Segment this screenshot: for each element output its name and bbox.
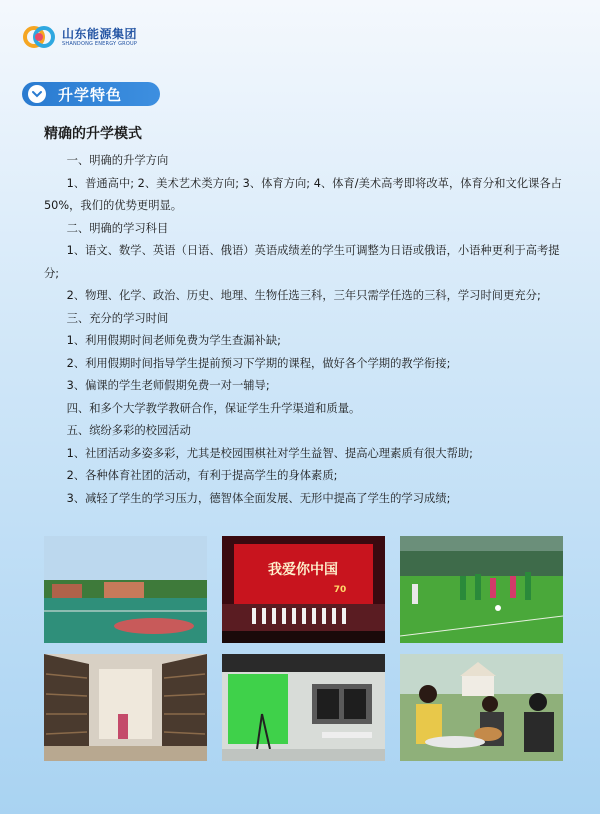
paragraph: 2、物理、化学、政治、历史、地理、生物任选三科，三年只需学任选的三科，学习时间更充分; (66, 289, 541, 302)
paragraph: 1、利用假期时间老师免费为学生查漏补缺; (66, 334, 281, 347)
page-subtitle: 精确的升学模式 (44, 126, 142, 142)
paragraph: 3、偏课的学生老师假期免费一对一辅导; (66, 379, 270, 392)
paragraph: 1、普通高中; 2、美术艺术类方向; 3、体育方向; 4、体育/美术高考即将改革，体育分和文化课各占50%，我们的优势更明显。 (44, 176, 562, 212)
section-heading: 三、充分的学习时间 (66, 311, 169, 325)
section-heading: 二、明确的学习科目 (66, 221, 169, 235)
paragraph: 3、减轻了学生的学习压力，德智体全面发展、无形中提高了学生的学习成绩; (66, 491, 451, 505)
content-body (44, 150, 564, 510)
photo-football-match (400, 536, 563, 643)
logo-name-en: SHANDONG ENERGY GROUP (62, 40, 138, 47)
chevron-down-icon (28, 85, 46, 103)
paragraph: 1、语文、数学、英语（日语、俄语）英语成绩差的学生可调整为日语或俄语，小语种更利于高考提分; (44, 244, 560, 280)
section-heading: 四、和多个大学教学教研合作，保证学生升学渠道和质量。 (66, 401, 361, 415)
photo-stage-performance (222, 536, 385, 643)
stage-banner-number: 70 (333, 585, 347, 595)
section-banner (22, 82, 160, 106)
company-logo (22, 24, 137, 50)
section-title: 升学特色 (58, 86, 123, 104)
stage-banner-text: 我爱你中国 (268, 562, 338, 578)
paragraph: 2、利用假期时间指导学生提前预习下学期的课程，做好各个学期的教学衔接; (66, 356, 451, 370)
photo-grid (44, 536, 563, 780)
logo-name-cn: 山东能源集团 (62, 26, 138, 41)
photo-campus-field (44, 536, 207, 643)
photo-students-guitar (400, 654, 563, 761)
logo-mark-icon (22, 24, 58, 50)
paragraph: 1、社团活动多姿多彩，尤其是校园围棋社对学生益智、提高心理素质有很大帮助; (66, 446, 473, 460)
photo-library (44, 654, 207, 761)
section-heading: 五、缤纷多彩的校园活动 (66, 424, 191, 437)
section-heading: 一、明确的升学方向 (66, 154, 169, 167)
paragraph: 2、各种体育社团的活动，有利于提高学生的身体素质; (66, 469, 338, 482)
photo-green-studio (222, 654, 385, 761)
